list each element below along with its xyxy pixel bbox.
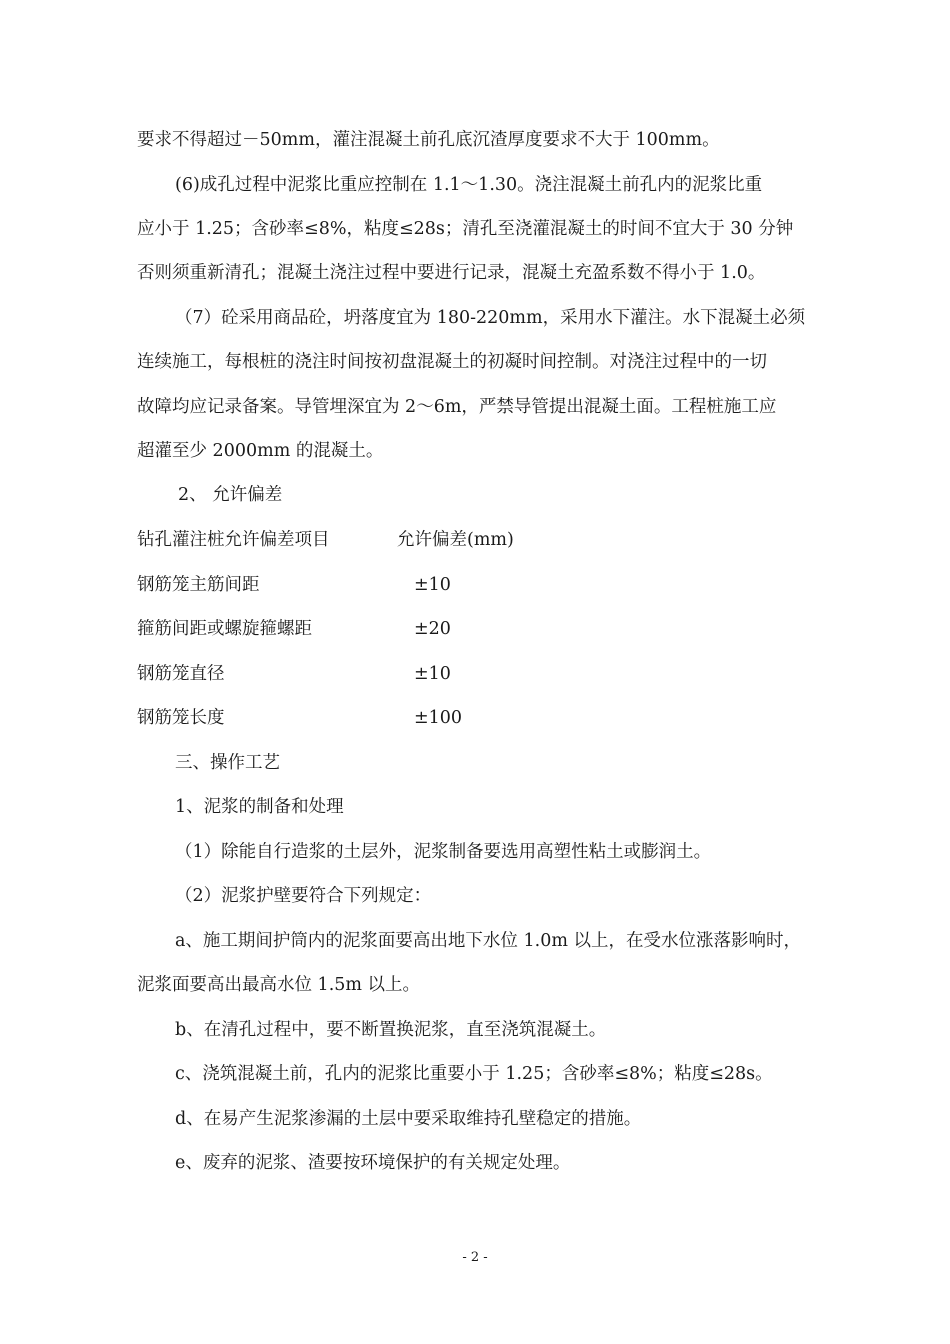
list-item: （1）除能自行造浆的土层外，泥浆制备要选用高塑性粘土或膨润土。: [175, 842, 712, 862]
paragraph-line: 否则须重新清孔；混凝土浇注过程中要进行记录，混凝土充盈系数不得小于 1.0。: [137, 263, 766, 283]
table-header-value: 允许偏差(mm): [397, 530, 514, 550]
paragraph-line: (6)成孔过程中泥浆比重应控制在 1.1～1.30。浇注混凝土前孔内的泥浆比重: [175, 175, 763, 195]
section-heading: 2、 允许偏差: [178, 485, 283, 505]
paragraph-line: 故障均应记录备案。导管埋深宜为 2～6m，严禁导管提出混凝土面。工程桩施工应: [137, 397, 777, 417]
list-item: b、在清孔过程中，要不断置换泥浆，直至浇筑混凝土。: [175, 1020, 607, 1040]
list-item: （2）泥浆护壁要符合下列规定：: [175, 886, 432, 906]
table-header-item: 钻孔灌注桩允许偏差项目: [137, 530, 330, 550]
page-number: - 2 -: [462, 1250, 488, 1265]
subsection-heading: 1、泥浆的制备和处理: [175, 797, 344, 817]
table-row-item: 箍筋间距或螺旋箍螺距: [137, 619, 312, 639]
list-item: d、在易产生泥浆渗漏的土层中要采取维持孔壁稳定的措施。: [175, 1109, 642, 1129]
table-row-value: ±10: [414, 575, 451, 595]
paragraph-line: 应小于 1.25；含砂率≤8%，粘度≤28s；清孔至浇灌混凝土的时间不宜大于 30 分钟: [137, 219, 794, 239]
list-item: e、废弃的泥浆、渣要按环境保护的有关规定处理。: [175, 1153, 571, 1173]
list-item: a、施工期间护筒内的泥浆面要高出地下水位 1.0m 以上，在受水位涨落影响时，: [175, 931, 801, 951]
table-row-item: 钢筋笼主筋间距: [137, 575, 260, 595]
list-item: c、浇筑混凝土前，孔内的泥浆比重要小于 1.25；含砂率≤8%；粘度≤28s。: [175, 1064, 773, 1084]
paragraph-line: （7）砼采用商品砼，坍落度宜为 180-220mm，采用水下灌注。水下混凝土必须: [175, 308, 806, 328]
paragraph-line: 超灌至少 2000mm 的混凝土。: [137, 441, 384, 461]
table-row-value: ±100: [414, 708, 463, 728]
table-row-item: 钢筋笼直径: [137, 664, 225, 684]
section-heading: 三、操作工艺: [175, 753, 280, 773]
list-item-continuation: 泥浆面要高出最高水位 1.5m 以上。: [137, 975, 421, 995]
paragraph-line: 连续施工，每根桩的浇注时间按初盘混凝土的初凝时间控制。对浇注过程中的一切: [137, 352, 767, 372]
table-row-item: 钢筋笼长度: [137, 708, 225, 728]
table-row-value: ±20: [414, 619, 451, 639]
paragraph-line: 要求不得超过－50mm，灌注混凝土前孔底沉渣厚度要求不大于 100mm。: [137, 130, 720, 150]
table-row-value: ±10: [414, 664, 451, 684]
